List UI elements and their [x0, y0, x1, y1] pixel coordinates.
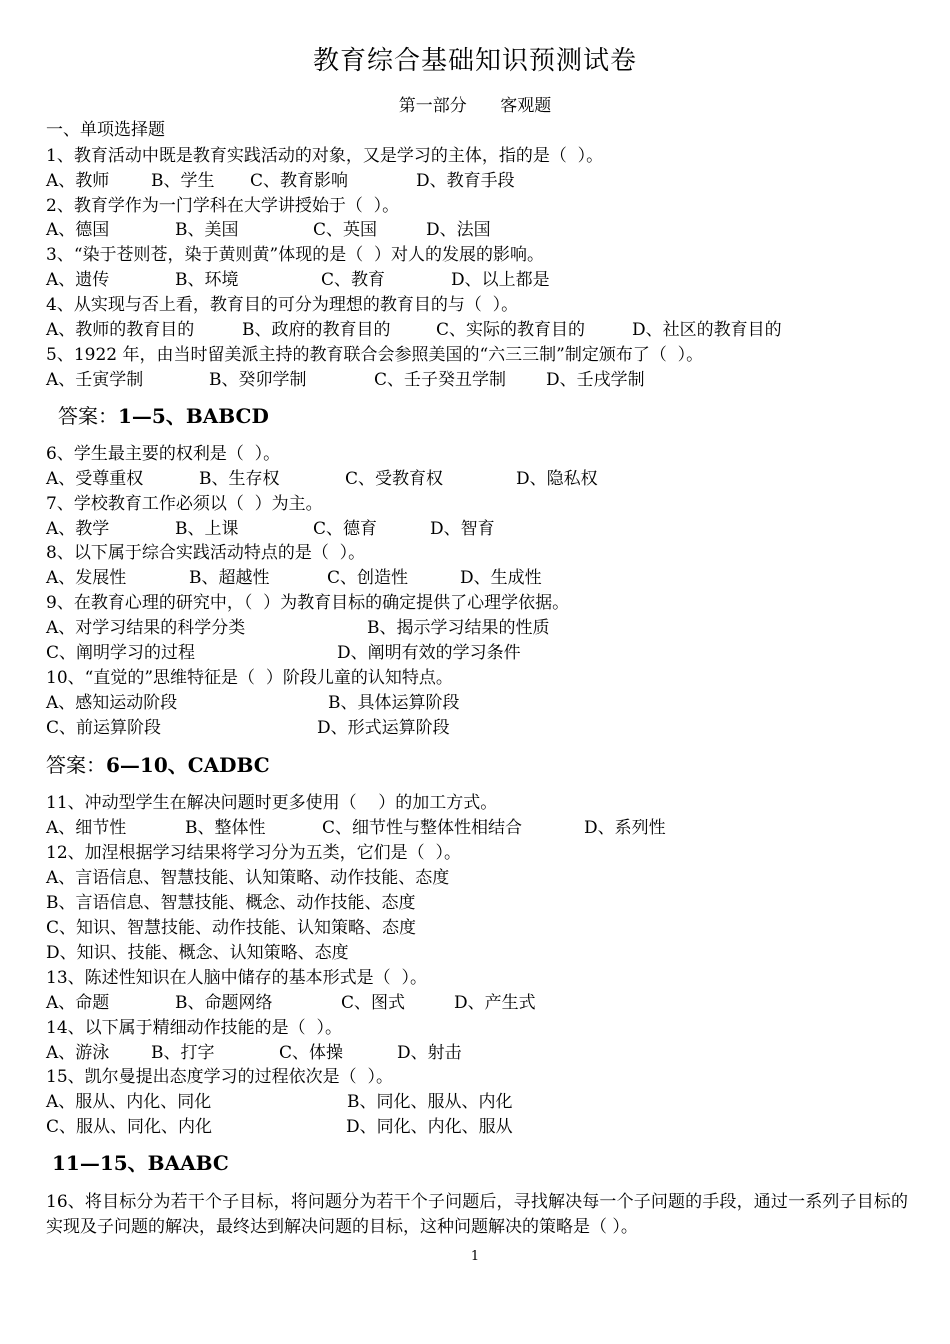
question-stem: 16、将目标分为若干个子目标，将问题分为若干个子问题后，寻找解决每一个子问题的手段，通过一系列子目标的实现及子问题的解决，最终达到解决问题的目标，这种问题解决的策略是（ ）。	[46, 1192, 908, 1237]
option: C、知识、智慧技能、动作技能、认知策略、态度	[46, 918, 417, 938]
option: C、前运算阶段	[46, 718, 162, 738]
option: C、阐明学习的过程	[46, 643, 196, 663]
option: B、具体运算阶段	[328, 693, 460, 713]
option: A、命题	[46, 993, 110, 1013]
question-stem: 11、冲动型学生在解决问题时更多使用（ ）的加工方式。	[46, 793, 498, 813]
question-stem: 2、教育学作为一门学科在大学讲授始于（ ）。	[46, 196, 400, 216]
option: B、美国	[175, 220, 239, 240]
question-stem: 6、学生最主要的权利是（ ）。	[46, 444, 281, 464]
option: D、阐明有效的学习条件	[337, 643, 521, 663]
option: D、以上都是	[451, 270, 550, 290]
question-stem: 13、陈述性知识在人脑中储存的基本形式是（ ）。	[46, 968, 427, 988]
option: A、言语信息、智慧技能、认知策略、动作技能、态度	[46, 868, 450, 888]
option: B、学生	[151, 171, 215, 191]
option: C、实际的教育目的	[436, 320, 586, 340]
answer-value: 6—10、CADBC	[106, 753, 270, 777]
option: B、政府的教育目的	[242, 320, 391, 340]
question-stem: 12、加涅根据学习结果将学习分为五类，它们是（ ）。	[46, 843, 461, 863]
option: A、服从、内化、同化	[46, 1092, 212, 1112]
option: C、创造性	[327, 568, 409, 588]
option: D、射击	[397, 1043, 462, 1063]
answer-key	[58, 402, 269, 430]
option: C、受教育权	[345, 469, 444, 489]
option: D、隐私权	[516, 469, 598, 489]
option: A、发展性	[46, 568, 127, 588]
option: D、智育	[430, 519, 495, 539]
option: B、打字	[151, 1043, 215, 1063]
option: B、整体性	[185, 818, 266, 838]
answer-value: 11—15、BAABC	[52, 1151, 229, 1175]
option: C、体操	[279, 1043, 344, 1063]
option: B、命题网络	[175, 993, 273, 1013]
answer-key	[52, 1149, 229, 1177]
option: D、法国	[426, 220, 491, 240]
option: A、德国	[46, 220, 110, 240]
question-stem: 5、1922 年，由当时留美派主持的教育联合会参照美国的“六三三制”制定颁布了（ ）。	[46, 345, 704, 365]
option: D、社区的教育目的	[632, 320, 782, 340]
answer-prefix: 答案：	[58, 404, 118, 428]
question-stem: 9、在教育心理的研究中，（ ）为教育目标的确定提供了心理学依据。	[46, 593, 570, 613]
option: B、上课	[175, 519, 239, 539]
question-stem: 1、教育活动中既是教育实践活动的对象，又是学习的主体，指的是（ ）。	[46, 146, 604, 166]
option: C、服从、同化、内化	[46, 1117, 213, 1137]
question-stem: 10、“直觉的”思维特征是（ ）阶段儿童的认知特点。	[46, 668, 453, 688]
option: D、形式运算阶段	[317, 718, 450, 738]
option: C、教育影响	[250, 171, 349, 191]
option: A、教师	[46, 171, 110, 191]
question-stem: 4、从实现与否上看，教育目的可分为理想的教育目的与（ ）。	[46, 295, 519, 315]
question-stem: 7、学校教育工作必须以（ ）为主。	[46, 494, 323, 514]
option: A、教师的教育目的	[46, 320, 195, 340]
option: B、环境	[175, 270, 239, 290]
option: D、教育手段	[416, 171, 515, 191]
option: A、感知运动阶段	[46, 693, 178, 713]
option: D、系列性	[584, 818, 666, 838]
option: A、受尊重权	[46, 469, 144, 489]
option: C、图式	[341, 993, 406, 1013]
option: C、英国	[313, 220, 378, 240]
option: D、知识、技能、概念、认知策略、态度	[46, 943, 349, 963]
option: D、生成性	[460, 568, 542, 588]
option: C、细节性与整体性相结合	[322, 818, 523, 838]
part-subtitle: 第一部分 客观题	[398, 96, 552, 116]
question-stem: 3、“染于苍则苍，染于黄则黄”体现的是（ ）对人的发展的影响。	[46, 245, 545, 265]
answer-key	[46, 751, 270, 779]
option: C、壬子癸丑学制	[374, 370, 507, 390]
option: B、超越性	[189, 568, 270, 588]
option: A、教学	[46, 519, 110, 539]
answer-value: 1—5、BABCD	[118, 404, 269, 428]
page-number: 1	[470, 1249, 480, 1264]
option: B、生存权	[199, 469, 280, 489]
option: D、产生式	[454, 993, 536, 1013]
option: B、同化、服从、内化	[347, 1092, 513, 1112]
question-stem: 15、凯尔曼提出态度学习的过程依次是（ ）。	[46, 1067, 393, 1087]
option: B、揭示学习结果的性质	[367, 618, 550, 638]
option: B、言语信息、智慧技能、概念、动作技能、态度	[46, 893, 416, 913]
question-stem: 14、以下属于精细动作技能的是（ ）。	[46, 1018, 342, 1038]
option: B、癸卯学制	[209, 370, 307, 390]
answer-prefix: 答案：	[46, 753, 106, 777]
option: A、对学习结果的科学分类	[46, 618, 246, 638]
option: A、遗传	[46, 270, 110, 290]
document-title: 教育综合基础知识预测试卷	[312, 46, 637, 76]
option: A、细节性	[46, 818, 127, 838]
option: D、同化、内化、服从	[346, 1117, 513, 1137]
option: D、壬戌学制	[546, 370, 645, 390]
question-stem: 8、以下属于综合实践活动特点的是（ ）。	[46, 543, 366, 563]
option: A、壬寅学制	[46, 370, 144, 390]
option: C、教育	[321, 270, 386, 290]
section-heading: 一、单项选择题	[46, 120, 165, 140]
option: C、德育	[313, 519, 378, 539]
option: A、游泳	[46, 1043, 110, 1063]
